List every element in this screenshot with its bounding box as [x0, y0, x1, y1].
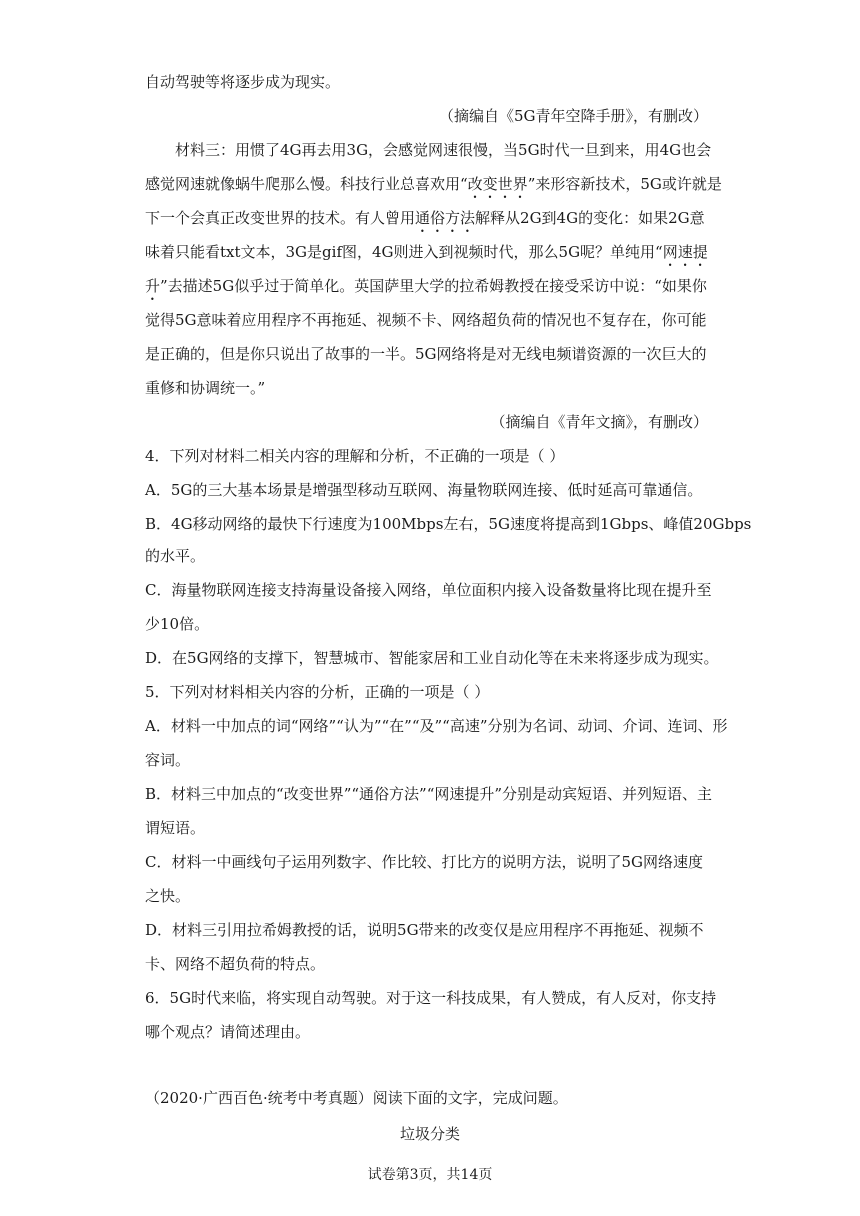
text-line: 觉得5G意味着应用程序不再拖延、视频不卡、网络超负荷的情况也不复存在，你可能	[145, 311, 707, 329]
option-a: A．5G的三大基本场景是增强型移动互联网、海量物联网连接、低时延高可靠通信。	[145, 481, 703, 499]
text-line: 是正确的，但是你只说出了故事的一半。5G网络将是对无线电频谱资源的一次巨大的	[145, 345, 707, 363]
question-6: 6．5G时代来临，将实现自动驾驶。对于这一科技成果，有人赞成，有人反对，你支持	[145, 989, 717, 1007]
option-a: A．材料一中加点的词“网络”“认为”“在”“及”“高速”分别为名词、动词、介词、连词、形	[145, 717, 728, 735]
option-d: D．材料三引用拉希姆教授的话，说明5G带来的改变仅是应用程序不再拖延、视频不	[145, 921, 704, 939]
text-line: 材料三：用惯了4G再去用3G，会感觉网速很慢，当5G时代一旦到来，用4G也会	[175, 141, 712, 159]
text-line: 哪个观点？请简述理由。	[145, 1023, 311, 1041]
text-line: 卡、网络不超负荷的特点。	[145, 955, 326, 973]
text-segment: 味着只能看txt文本，3G是gif图，4G则进入到视频时代，那么5G呢？单纯用“	[145, 243, 663, 261]
text-line: 重修和协调统一。”	[145, 379, 266, 397]
dotted-phrase: 改变世界	[467, 175, 528, 193]
text-segment: ”来形容新技术，5G或许就是	[527, 175, 722, 193]
option-c: C．海量物联网连接支持海量设备接入网络，单位面积内接入设备数量将比现在提升至	[145, 581, 712, 599]
text-line	[145, 241, 714, 270]
text-line	[145, 173, 722, 202]
next-section-intro: （2020·广西百色·统考中考真题）阅读下面的文字，完成问题。	[145, 1089, 568, 1107]
source-citation: （摘编自《青年文摘》，有删改）	[490, 413, 708, 431]
text-segment: ”去描述5G似乎过于简单化。英国萨里大学的拉希姆教授在接受采访中说：“如果你	[160, 277, 707, 295]
option-c: C．材料一中画线句子运用列数字、作比较、打比方的说明方法，说明了5G网络速度	[145, 853, 704, 871]
text-line: 少10倍。	[145, 615, 210, 633]
option-b: B．材料三中加点的“改变世界”“通俗方法”“网速提升”分别是动宾短语、并列短语、主	[145, 785, 713, 803]
text-segment: 感觉网速就像蜗牛爬那么慢。科技行业总喜欢用“	[145, 175, 468, 193]
text-line: 自动驾驶等将逐步成为现实。	[145, 73, 341, 91]
text-line	[145, 275, 714, 304]
text-line: 之快。	[145, 887, 191, 905]
text-line	[145, 207, 714, 236]
text-line: 的水平。	[145, 547, 206, 565]
page-footer: 试卷第3页，共14页	[367, 1167, 493, 1183]
text-segment: 下一个会真正改变世界的技术。有人曾用	[145, 209, 416, 227]
text-line: 容词。	[145, 751, 191, 769]
option-b: B．4G移动网络的最快下行速度为100Mbps左右，5G速度将提高到1Gbps、峰值20Gbps	[145, 515, 752, 533]
text-line: 谓短语。	[145, 819, 206, 837]
question-5: 5．下列对材料相关内容的分析，正确的一项是（ ）	[145, 683, 490, 701]
option-d: D．在5G网络的支撑下，智慧城市、智能家居和工业自动化等在未来将逐步成为现实。	[145, 649, 719, 667]
text-segment: 解释从2G到4G的变化：如果2G意	[475, 209, 705, 227]
source-citation: （摘编自《5G青年空降手册》，有删改）	[438, 107, 708, 125]
passage-title: 垃圾分类	[399, 1125, 460, 1143]
dotted-phrase: 通俗方法	[415, 209, 476, 227]
question-4: 4．下列对材料二相关内容的理解和分析，不正确的一项是（ ）	[145, 447, 565, 465]
dotted-phrase: 升	[145, 277, 161, 295]
dotted-phrase: 网速提	[662, 243, 708, 261]
